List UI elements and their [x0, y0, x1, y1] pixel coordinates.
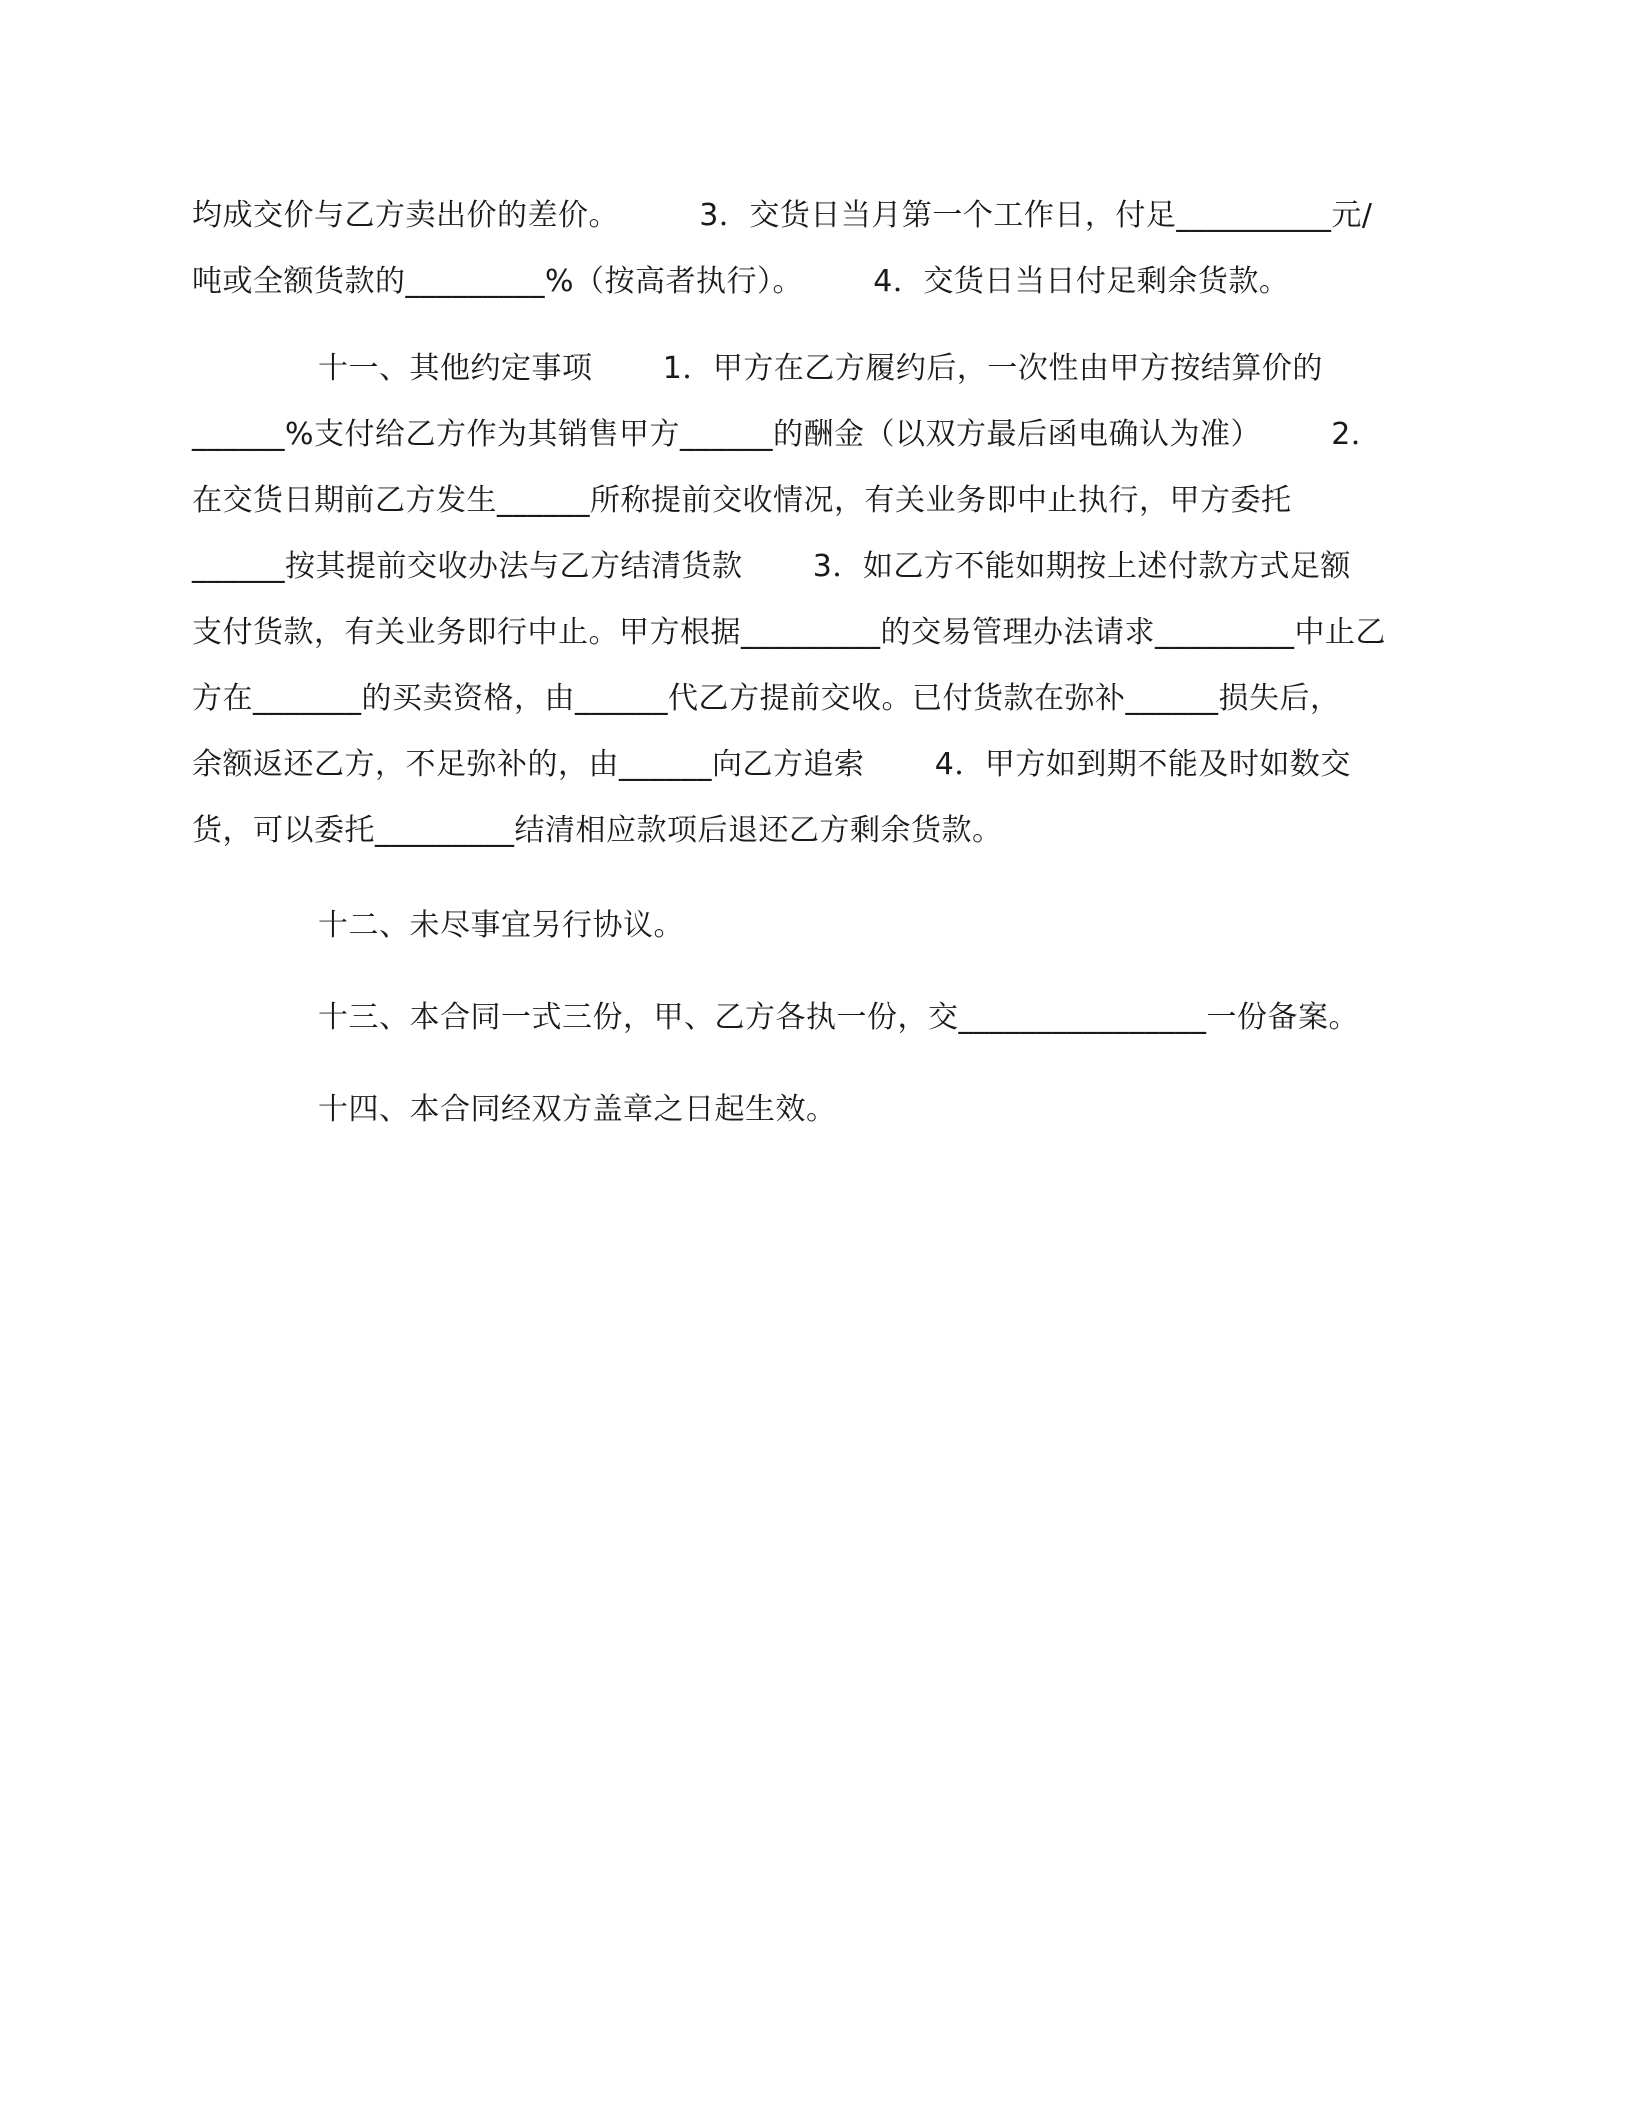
text-line: ______%支付给乙方作为其销售甲方______的酬金（以双方最后函电确认为准） 2．: [192, 417, 1382, 452]
text-line: 在交货日期前乙方发生______所称提前交收情况，有关业务即中止执行，甲方委托: [192, 483, 1292, 518]
text-line: 货，可以委托_________结清相应款项后退还乙方剩余货款。: [192, 813, 1003, 848]
text-line: 支付货款，有关业务即行中止。甲方根据_________的交易管理办法请求_________中止乙: [192, 615, 1386, 650]
clause-11-other-terms: [192, 336, 1442, 864]
clause-12: 十二、未尽事宜另行协议。: [318, 908, 684, 943]
text-line: 吨或全额货款的_________%（按高者执行）。 4．交货日当日付足剩余货款。: [192, 264, 1290, 299]
text-line: 余额返还乙方，不足弥补的，由______向乙方追索 4．甲方如到期不能及时如数交: [192, 747, 1351, 782]
clause-14: 十四、本合同经双方盖章之日起生效。: [318, 1092, 837, 1127]
payment-terms-continuation: [192, 183, 1442, 315]
clause-13: 十三、本合同一式三份，甲、乙方各执一份，交________________一份备案。: [318, 1000, 1359, 1035]
clause-11-heading-line: 十一、其他约定事项 1．甲方在乙方履约后，一次性由甲方按结算价的: [318, 351, 1323, 386]
text-line: 均成交价与乙方卖出价的差价。 3．交货日当月第一个工作日，付足__________元/: [192, 198, 1373, 233]
text-line: 方在_______的买卖资格，由______代乙方提前交收。已付货款在弥补______损失后，: [192, 681, 1341, 716]
text-line: ______按其提前交收办法与乙方结清货款 3．如乙方不能如期按上述付款方式足额: [192, 549, 1351, 584]
